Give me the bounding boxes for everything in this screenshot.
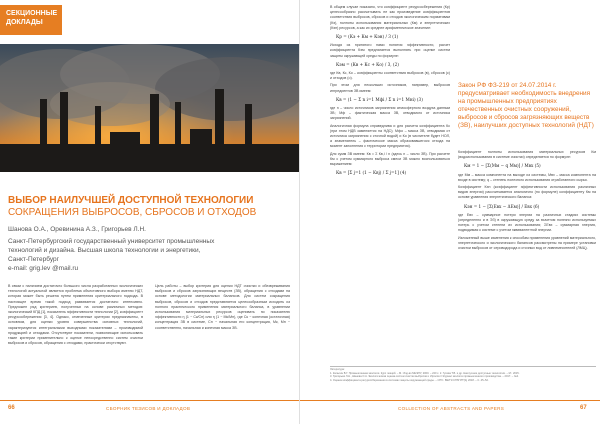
section-tag-line-2: ДОКЛАДЫ <box>6 19 43 26</box>
footer-text-right: COLLECTION OF ABSTRACTS AND PAPERS <box>398 406 505 411</box>
paragraph: где n – число источников загрязнения атмосферного воздуха данным ЗВ; Mф – фактическая масса ЗВ, отводимого от источника загрязнений. <box>330 106 450 121</box>
affiliation-line-2: технологий и дизайна. Высшая школа технологии и энергетики, <box>8 247 201 254</box>
right-page <box>300 0 600 424</box>
title-sub: СОКРАЩЕНИЯ ВЫБРОСОВ, СБРОСОВ И ОТХОДОВ <box>8 207 257 218</box>
paragraph: Изложенный выше изменения к способам применения уравнений материального, энергетического и экологического балансов рассмотрены на примере установки очистки выбросов от сероводорода и сточных вод от ливнемесителей (ЛМЦ). <box>458 235 596 251</box>
authors-block <box>8 225 293 273</box>
formula-5: Км = 1 − [Σ(Mм − q Mм)] / Mвх (5) <box>464 163 541 169</box>
paragraph: где Кв, Кс, Ко – коэффициенты соответствия выбросов (в), сбросов (с) и отходов (о). <box>330 71 450 81</box>
footnote-line: 3. Григорьев Л.Н., Шанова О.А. Экологическая оценка систем очистки выбросов и сбросов // Журнал экологии промышленного производства. – 2017. – №4. <box>330 375 519 379</box>
footnote-divider <box>330 366 596 367</box>
affiliation-line-3: Санкт-Петербург <box>8 256 59 263</box>
paragraph: В общем случае показано, что коэффициент ресурсосбережения (Кр) целесообразно рассчитывать не как произведение коэффициентов соответствия выбросов, сбросов и отходов экологическим нормативам (Кэ), полноты использования материальных (Км) и энергетических (Кэн) ресурсов, а как их среднее арифметическое значение: <box>330 5 450 30</box>
left-column-2 <box>155 284 290 333</box>
page-number-left: 66 <box>8 405 15 411</box>
page-number-right: 67 <box>580 405 587 411</box>
formula-6: Кэн = 1 − [Σ(Eвх − ΔEм)] / Eвх (6) <box>464 203 540 209</box>
paragraph: Для сумм ЗВ имеем: Кв = Σ Кв,i / n (здесь n – число ЗВ). При расчете Км с учетом суммарного выброса смеси ЗВ можно воспользоваться выражением: <box>330 151 450 167</box>
paragraph: Коэффициент полноты использования материальных ресурсов Км (водоиспользования в системе очистки) определяется по формуле: <box>458 150 596 160</box>
right-column-1 <box>330 5 450 179</box>
formula-2: Кэм = (Кв + Кс + Ко) / 3, (2) <box>336 61 399 67</box>
author-email: e-mail: grig.lev @mail.ru <box>8 265 79 272</box>
paragraph: При этом для нескольких источников, например, выбросов ингредиентов ЗВ имеем: <box>330 83 450 93</box>
section-tag <box>0 5 62 35</box>
title-main: ВЫБОР НАИЛУЧШЕЙ ДОСТУПНОЙ ТЕХНОЛОГИИ <box>8 195 254 206</box>
author-names: Шанова О.А., Оревинина А.З., Григорьев Л.Н. <box>8 226 146 233</box>
footnote-line: Литература: <box>330 368 345 371</box>
article-title <box>8 195 293 219</box>
paragraph: Цель работы – выбор критерия для оценки НДТ очистки и обезвреживания выбросов и сбросов загрязняющих веществ (ЗВ), обращения с отходами на основе методологии материальных балансов. Для систем сокращения выбросов, сбросов и отходов представляется целесообразным исходить из полного практического применения материального баланса, в уравнении использования материальных ресурсов оценивать по показателю эффективности η (1 − Cк/Cн) или η (1 − Mк/Mн), где Cк − конечная (остаточная) концентрация ЗВ в системе, Cн − начальная его концентрация, Mк, Mн − соответственно, начальная и конечная масса ЗВ. <box>155 284 290 330</box>
left-column-1 <box>8 284 143 348</box>
paragraph: где Eвх – суммарное потери энергии на различных стадиях системы (определенно и в ЭЗ) в окружающую среду за вычетом полезно используемых потерь с учетом степени их использования; ΣEвх – суммарная энергия, подводимая к системе с учетом эквивалентной энергии. <box>458 212 596 233</box>
paragraph: Аналогичная формула справедлива и для расчета коэффициента Кс (при этом НДВ заменяется на НДС); Mфо – масса ЗВ, отводимая от источника загрязнения с сточной водой) и Ко (в числителе будет НОЛ, а знаменатель – фактическое масса образовавшегося отхода на момент заполнения с территории предприятия). <box>330 123 450 149</box>
formula-4: Кв = [Σ j=1 (1 − Kвj) / Σ j=1] (4) <box>336 170 407 176</box>
industrial-smokestacks-photo <box>0 44 300 172</box>
paragraph: где Mм – масса компонента на выходе из системы, Mвх – масса компонента на входе в систему; q – степень полезного использования отработанного сырья. <box>458 172 596 182</box>
footnote-line: 1. Калыгин В.Г. Промышленная экология. Курс лекций. – М.: Изд-во МНЭПУ, 2000. – 240 с. 2. Гусева Т.В. и др. Наилучшие доступные технологии. – М.: 2015. <box>330 371 520 375</box>
footnote-line: 4. Оценка коэффициента ресурсосбережения в системах защиты окружающей среды. – СПб.: ВШТЭ СПбГУПТД, 2018. – С. 45–52. <box>330 378 489 382</box>
footnotes <box>330 368 596 382</box>
section-tag-line-1: СЕКЦИОННЫЕ <box>6 10 58 17</box>
highlight-callout: Закон РФ ФЗ-219 от 24.07.2014 г. предусматривает необходимость внедрения на промышленных предприятиях отечественных очистных сооружений, выбросов и сбросов загрязняющих веществ (ЗВ), наилучших доступных технологий (НДТ) <box>458 82 594 129</box>
affiliation-line-1: Санкт-Петербургский государственный университет промышленных <box>8 238 215 245</box>
paragraph: Коэффициент Кэн (коэффициент эффективности использования различных видов энергии) рассчитывается аналогично (по формуле) коэффициенту Км на основе уравнения энергетического баланса: <box>458 185 596 200</box>
paragraph: В связи с наличием достаточно большого числа разработанных экологических технологий актуальной является проблема объективного выбора именно НДТ, которая может быть решена путем применения критериального подхода. В настоящее время такой подход развивается достаточно интенсивно. Предложен ряд критериев, полученных на основе различных методов: экологический КПД [1], показатель эффективности технологии [2], коэффициент ресурсосбережения [3, 4]. Однако, отмеченные критерии предназначены, в основном, для оценки уровня совершенства основных технологий, характеризуются интегральными выходными показателями – производимой продукцией и отходами. Отсутствуют показатели, позволяющие использовать такие критерии применительно к оценке непосредственно систем очистки выбросов и сбросов, обращения с отходами, практически отсутствуют. <box>8 284 143 346</box>
formula-3: Кв = (1 − Σ n i=1 Mфi / Σ n i=1 Mнi) (3) <box>336 96 423 102</box>
footer-text-left: СБОРНИК ТЕЗИСОВ И ДОКЛАДОВ <box>106 406 191 411</box>
right-column-2 <box>458 150 596 253</box>
formula-1: Кр = (Кэ + Км + Кэн) / 3 (1) <box>336 34 399 40</box>
paragraph: Исходя из принятого нами понятия эффективности, расчет коэффициента Кэм предлагается выполнять при оценке систем защиты окружающей среды по формуле: <box>330 43 450 58</box>
